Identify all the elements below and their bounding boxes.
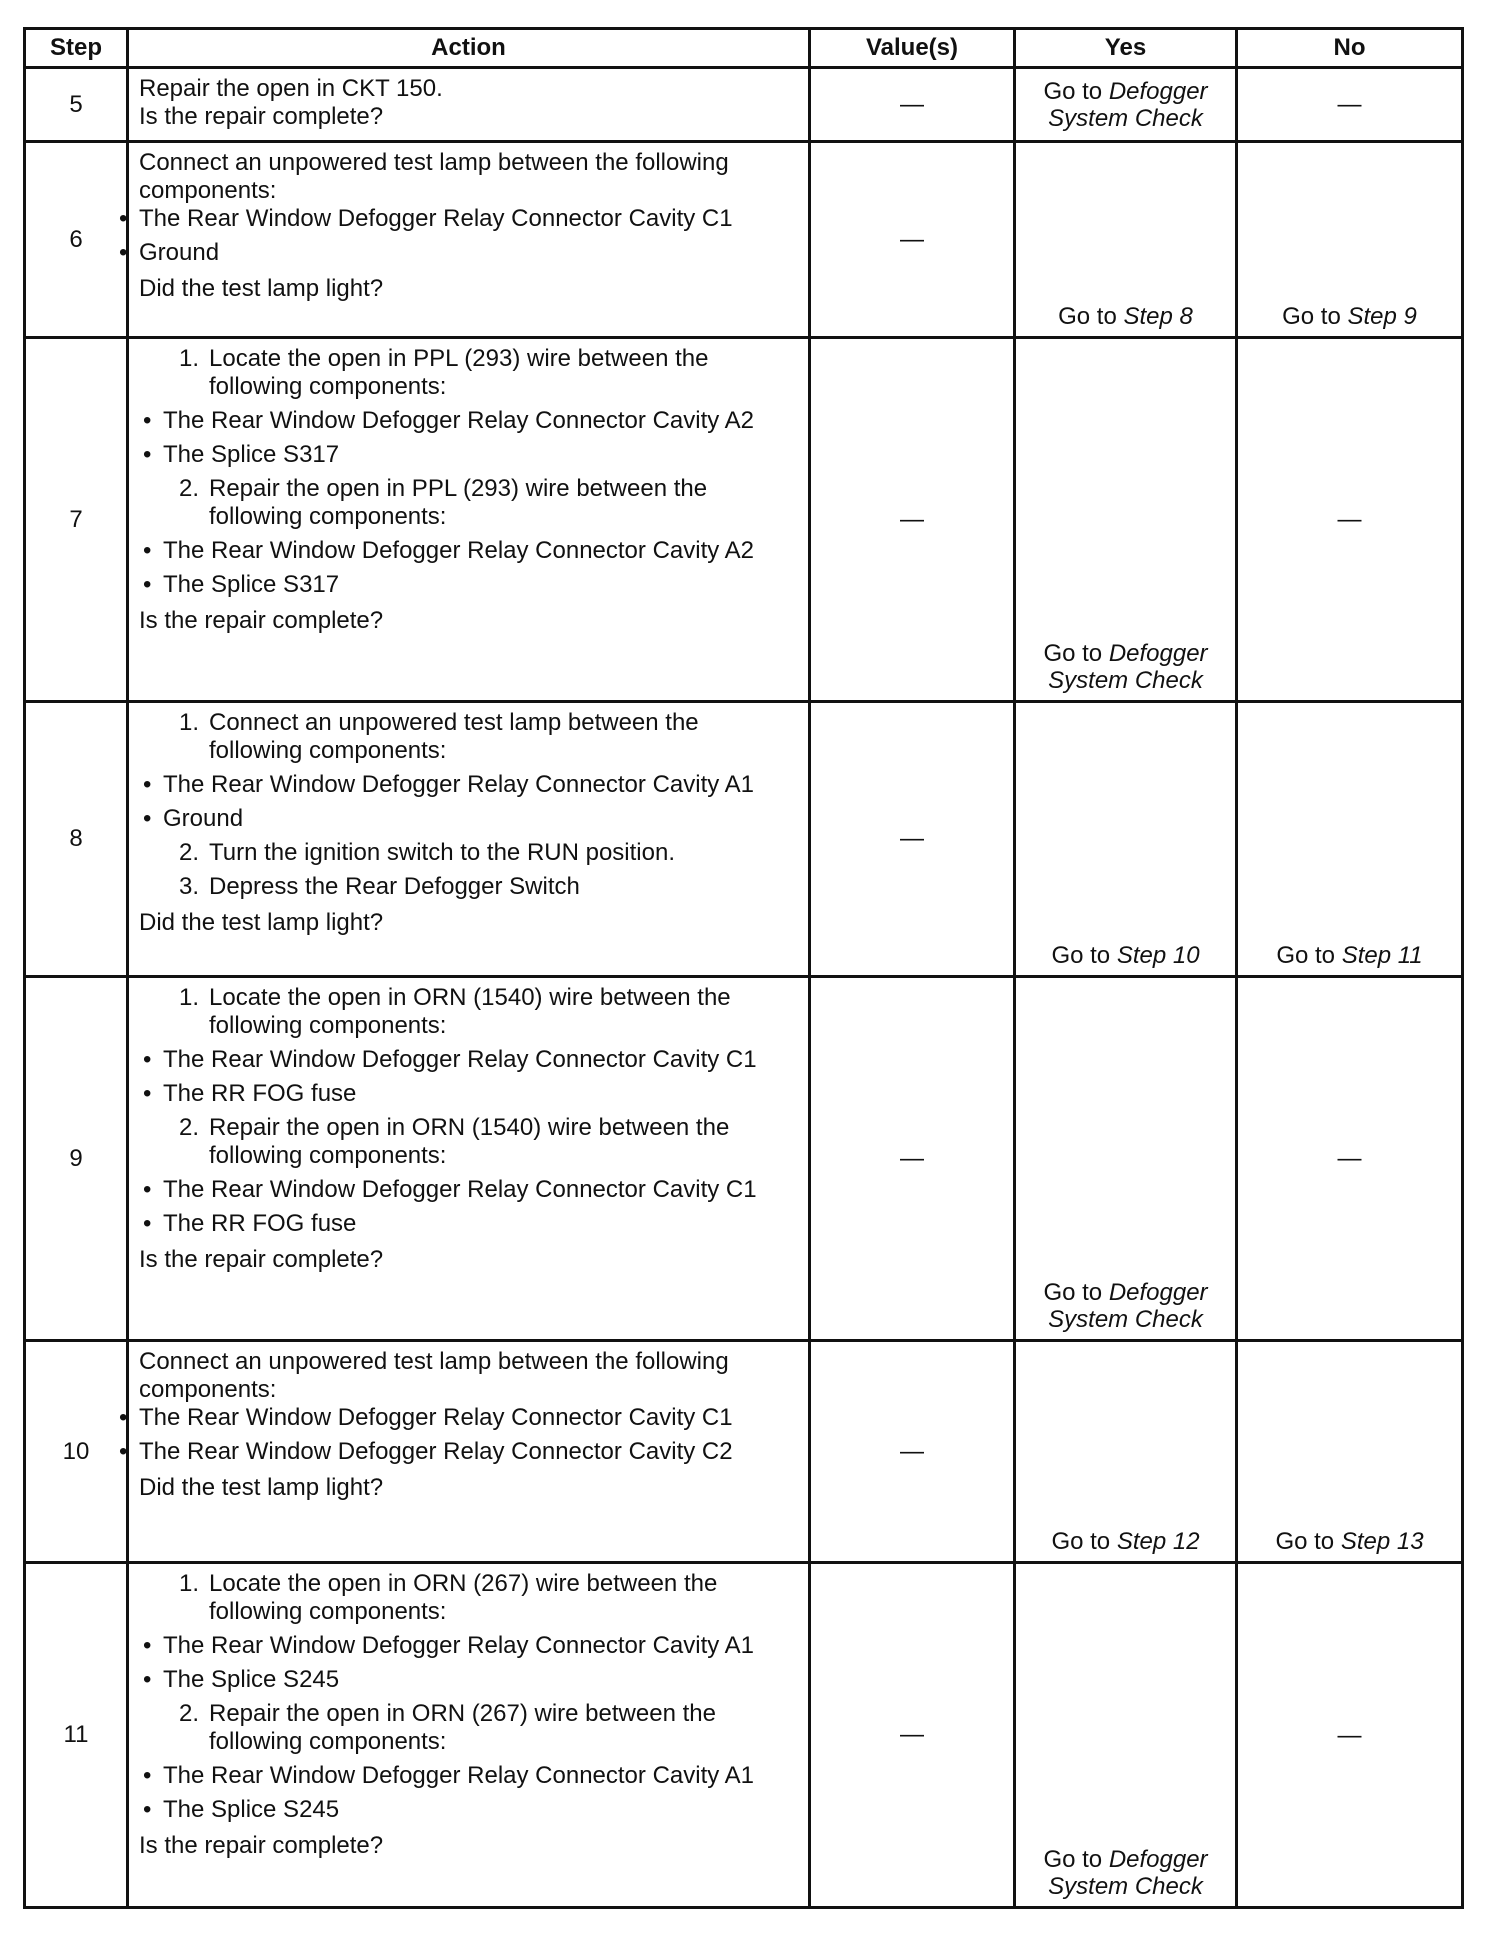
table-row	[25, 142, 1463, 338]
yes-link: Defogger System Check	[1048, 1279, 1208, 1333]
yes-prefix: Go to	[1051, 942, 1117, 969]
list-item	[163, 839, 798, 867]
bullet-list	[143, 1046, 798, 1108]
value-cell: —	[810, 702, 1015, 977]
list-item	[163, 1114, 798, 1170]
no-link: Step 11	[1341, 942, 1423, 969]
list-item	[143, 771, 798, 799]
yes-cell	[1015, 977, 1237, 1341]
action-cell	[119, 1341, 810, 1563]
bullet-icon: •	[143, 771, 152, 798]
list-item	[143, 1176, 798, 1204]
bullet-text: The Rear Window Defogger Relay Connector Cavity A1	[163, 1762, 754, 1789]
table-row	[25, 1341, 1463, 1563]
bullet-icon: •	[119, 239, 128, 266]
item-text: Repair the open in PPL (293) wire between the following components:	[209, 475, 708, 530]
item-text: Locate the open in ORN (1540) wire between the following components:	[209, 984, 731, 1039]
no-cell	[1237, 1341, 1463, 1563]
action-question: Is the repair complete?	[139, 103, 384, 130]
header-no: No	[1237, 29, 1463, 68]
yes-link: Defogger System Check	[1048, 640, 1208, 694]
bullet-list	[143, 1632, 798, 1694]
bullet-text: The Splice S317	[163, 441, 340, 468]
no-link: Step 13	[1340, 1528, 1424, 1555]
item-text: Connect an unpowered test lamp between the following components:	[209, 709, 699, 764]
bullet-list	[143, 407, 798, 469]
item-text: Turn the ignition switch to the RUN position.	[209, 839, 675, 866]
list-item	[163, 475, 798, 531]
yes-prefix: Go to	[1058, 303, 1124, 330]
item-number: 2.	[178, 1114, 199, 1141]
item-text: Repair the open in ORN (1540) wire between the following components:	[209, 1114, 730, 1169]
item-number: 3.	[178, 873, 199, 900]
yes-link: Step 10	[1116, 942, 1200, 969]
bullet-list	[119, 205, 798, 267]
list-item	[163, 984, 798, 1040]
numbered-list	[139, 984, 798, 1238]
bullet-text: The Splice S245	[163, 1666, 340, 1693]
bullet-text: The RR FOG fuse	[163, 1080, 357, 1107]
yes-link: Step 8	[1123, 303, 1193, 330]
value-cell: —	[810, 1341, 1015, 1563]
list-item	[143, 571, 798, 599]
bullet-text: The Rear Window Defogger Relay Connector Cavity C1	[139, 1404, 733, 1431]
item-text: Locate the open in ORN (267) wire between the following components:	[209, 1570, 718, 1625]
step-number: 5	[25, 68, 128, 142]
list-item	[119, 1404, 798, 1432]
header-step: Step	[25, 29, 128, 68]
table-row	[25, 702, 1463, 977]
action-cell	[128, 977, 810, 1341]
item-number: 1.	[178, 709, 199, 736]
bullet-text: Ground	[163, 805, 244, 832]
item-number: 2.	[178, 475, 199, 502]
numbered-list	[139, 345, 798, 599]
action-text: Connect an unpowered test lamp between the following components:	[139, 1348, 729, 1403]
action-cell	[128, 68, 810, 142]
no-cell	[1237, 702, 1463, 977]
no-cell	[1237, 142, 1463, 338]
bullet-icon: •	[143, 441, 152, 468]
value-cell: —	[810, 1563, 1015, 1908]
list-item	[143, 441, 798, 469]
bullet-icon: •	[143, 1762, 152, 1789]
list-item	[163, 873, 798, 901]
header-action: Action	[128, 29, 810, 68]
list-item	[143, 537, 798, 565]
bullet-text: The Rear Window Defogger Relay Connector Cavity C1	[163, 1176, 757, 1203]
diagnostic-table	[23, 27, 1464, 1909]
header-row	[25, 29, 1463, 68]
list-item	[163, 1570, 798, 1626]
yes-link: Defogger System Check	[1048, 1846, 1208, 1900]
item-text: Repair the open in ORN (267) wire between the following components:	[209, 1700, 716, 1755]
action-question: Is the repair complete?	[139, 1832, 384, 1859]
bullet-text: The Rear Window Defogger Relay Connector Cavity C1	[139, 205, 733, 232]
bullet-text: The Rear Window Defogger Relay Connector Cavity A1	[163, 1632, 754, 1659]
value-cell: —	[810, 142, 1015, 338]
step-number: 11	[25, 1563, 128, 1908]
bullet-text: The Splice S317	[163, 571, 340, 598]
list-item	[143, 805, 798, 833]
action-text: Repair the open in CKT 150.	[139, 75, 443, 102]
list-item	[119, 239, 798, 267]
item-number: 1.	[178, 1570, 199, 1597]
list-item	[143, 1080, 798, 1108]
item-number: 1.	[178, 984, 199, 1011]
list-item	[163, 1700, 798, 1756]
item-text: Depress the Rear Defogger Switch	[209, 873, 580, 900]
bullet-icon: •	[119, 1404, 128, 1431]
no-cell: —	[1237, 338, 1463, 702]
table-row	[25, 338, 1463, 702]
bullet-icon: •	[143, 407, 152, 434]
yes-cell	[1015, 702, 1237, 977]
list-item	[143, 1666, 798, 1694]
action-cell	[128, 338, 810, 702]
no-link: Step 9	[1347, 303, 1417, 330]
value-cell: —	[810, 338, 1015, 702]
bullet-text: The Splice S245	[163, 1796, 340, 1823]
list-item	[143, 1210, 798, 1238]
yes-cell	[1015, 1341, 1237, 1563]
bullet-icon: •	[143, 1080, 152, 1107]
item-text: Locate the open in PPL (293) wire between the following components:	[209, 345, 709, 400]
action-question: Is the repair complete?	[139, 1246, 384, 1273]
step-number: 8	[25, 702, 128, 977]
bullet-text: Ground	[139, 239, 220, 266]
yes-cell	[1015, 68, 1237, 142]
step-number: 7	[25, 338, 128, 702]
action-cell	[128, 1563, 810, 1908]
yes-cell	[1015, 142, 1237, 338]
bullet-icon: •	[143, 571, 152, 598]
bullet-text: The RR FOG fuse	[163, 1210, 357, 1237]
action-question: Did the test lamp light?	[139, 275, 384, 302]
bullet-icon: •	[119, 205, 128, 232]
bullet-icon: •	[143, 537, 152, 564]
no-cell: —	[1237, 1563, 1463, 1908]
list-item	[163, 709, 798, 765]
no-cell: —	[1237, 977, 1463, 1341]
bullet-icon: •	[143, 1176, 152, 1203]
bullet-list	[143, 537, 798, 599]
bullet-icon: •	[143, 1666, 152, 1693]
no-prefix: Go to	[1282, 303, 1348, 330]
bullet-text: The Rear Window Defogger Relay Connector Cavity C2	[139, 1438, 733, 1465]
yes-prefix: Go to	[1043, 1846, 1109, 1873]
bullet-text: The Rear Window Defogger Relay Connector Cavity A1	[163, 771, 754, 798]
table-row	[25, 68, 1463, 142]
bullet-list	[143, 1176, 798, 1238]
table-row	[25, 1563, 1463, 1908]
step-number: 6	[25, 142, 128, 338]
bullet-icon: •	[143, 805, 152, 832]
list-item	[143, 1046, 798, 1074]
yes-prefix: Go to	[1043, 640, 1109, 667]
no-prefix: Go to	[1276, 942, 1342, 969]
bullet-icon: •	[143, 1210, 152, 1237]
item-number: 1.	[178, 345, 199, 372]
step-number: 9	[25, 977, 128, 1341]
table-row	[25, 977, 1463, 1341]
list-item	[143, 1762, 798, 1790]
numbered-list	[139, 1570, 798, 1824]
yes-prefix: Go to	[1051, 1528, 1117, 1555]
bullet-list	[119, 1404, 798, 1466]
action-cell	[128, 702, 810, 977]
yes-cell	[1015, 338, 1237, 702]
value-cell: —	[810, 977, 1015, 1341]
item-number: 2.	[178, 839, 199, 866]
bullet-text: The Rear Window Defogger Relay Connector Cavity A2	[163, 537, 754, 564]
bullet-text: The Rear Window Defogger Relay Connector Cavity A2	[163, 407, 754, 434]
action-text: Connect an unpowered test lamp between the following components:	[139, 149, 729, 204]
no-cell: —	[1237, 68, 1463, 142]
action-question: Did the test lamp light?	[139, 1474, 384, 1501]
bullet-icon: •	[143, 1046, 152, 1073]
numbered-list	[139, 709, 798, 901]
step-number: 10	[25, 1341, 128, 1563]
yes-cell	[1015, 1563, 1237, 1908]
action-cell	[119, 142, 810, 338]
no-prefix: Go to	[1275, 1528, 1341, 1555]
header-values: Value(s)	[810, 29, 1015, 68]
bullet-list	[143, 771, 798, 833]
action-question: Is the repair complete?	[139, 607, 384, 634]
bullet-list	[143, 1762, 798, 1824]
list-item	[119, 1438, 798, 1466]
action-question: Did the test lamp light?	[139, 909, 384, 936]
header-yes: Yes	[1015, 29, 1237, 68]
bullet-icon: •	[119, 1438, 128, 1465]
bullet-icon: •	[143, 1796, 152, 1823]
bullet-icon: •	[143, 1632, 152, 1659]
list-item	[119, 205, 798, 233]
yes-prefix: Go to	[1043, 1279, 1109, 1306]
yes-prefix: Go to	[1043, 77, 1109, 105]
list-item	[143, 1632, 798, 1660]
yes-link: Step 12	[1116, 1528, 1200, 1555]
list-item	[163, 345, 798, 401]
value-cell: —	[810, 68, 1015, 142]
item-number: 2.	[178, 1700, 199, 1727]
list-item	[143, 1796, 798, 1824]
bullet-text: The Rear Window Defogger Relay Connector Cavity C1	[163, 1046, 757, 1073]
yes-link: Defogger System Check	[1048, 77, 1208, 132]
list-item	[143, 407, 798, 435]
